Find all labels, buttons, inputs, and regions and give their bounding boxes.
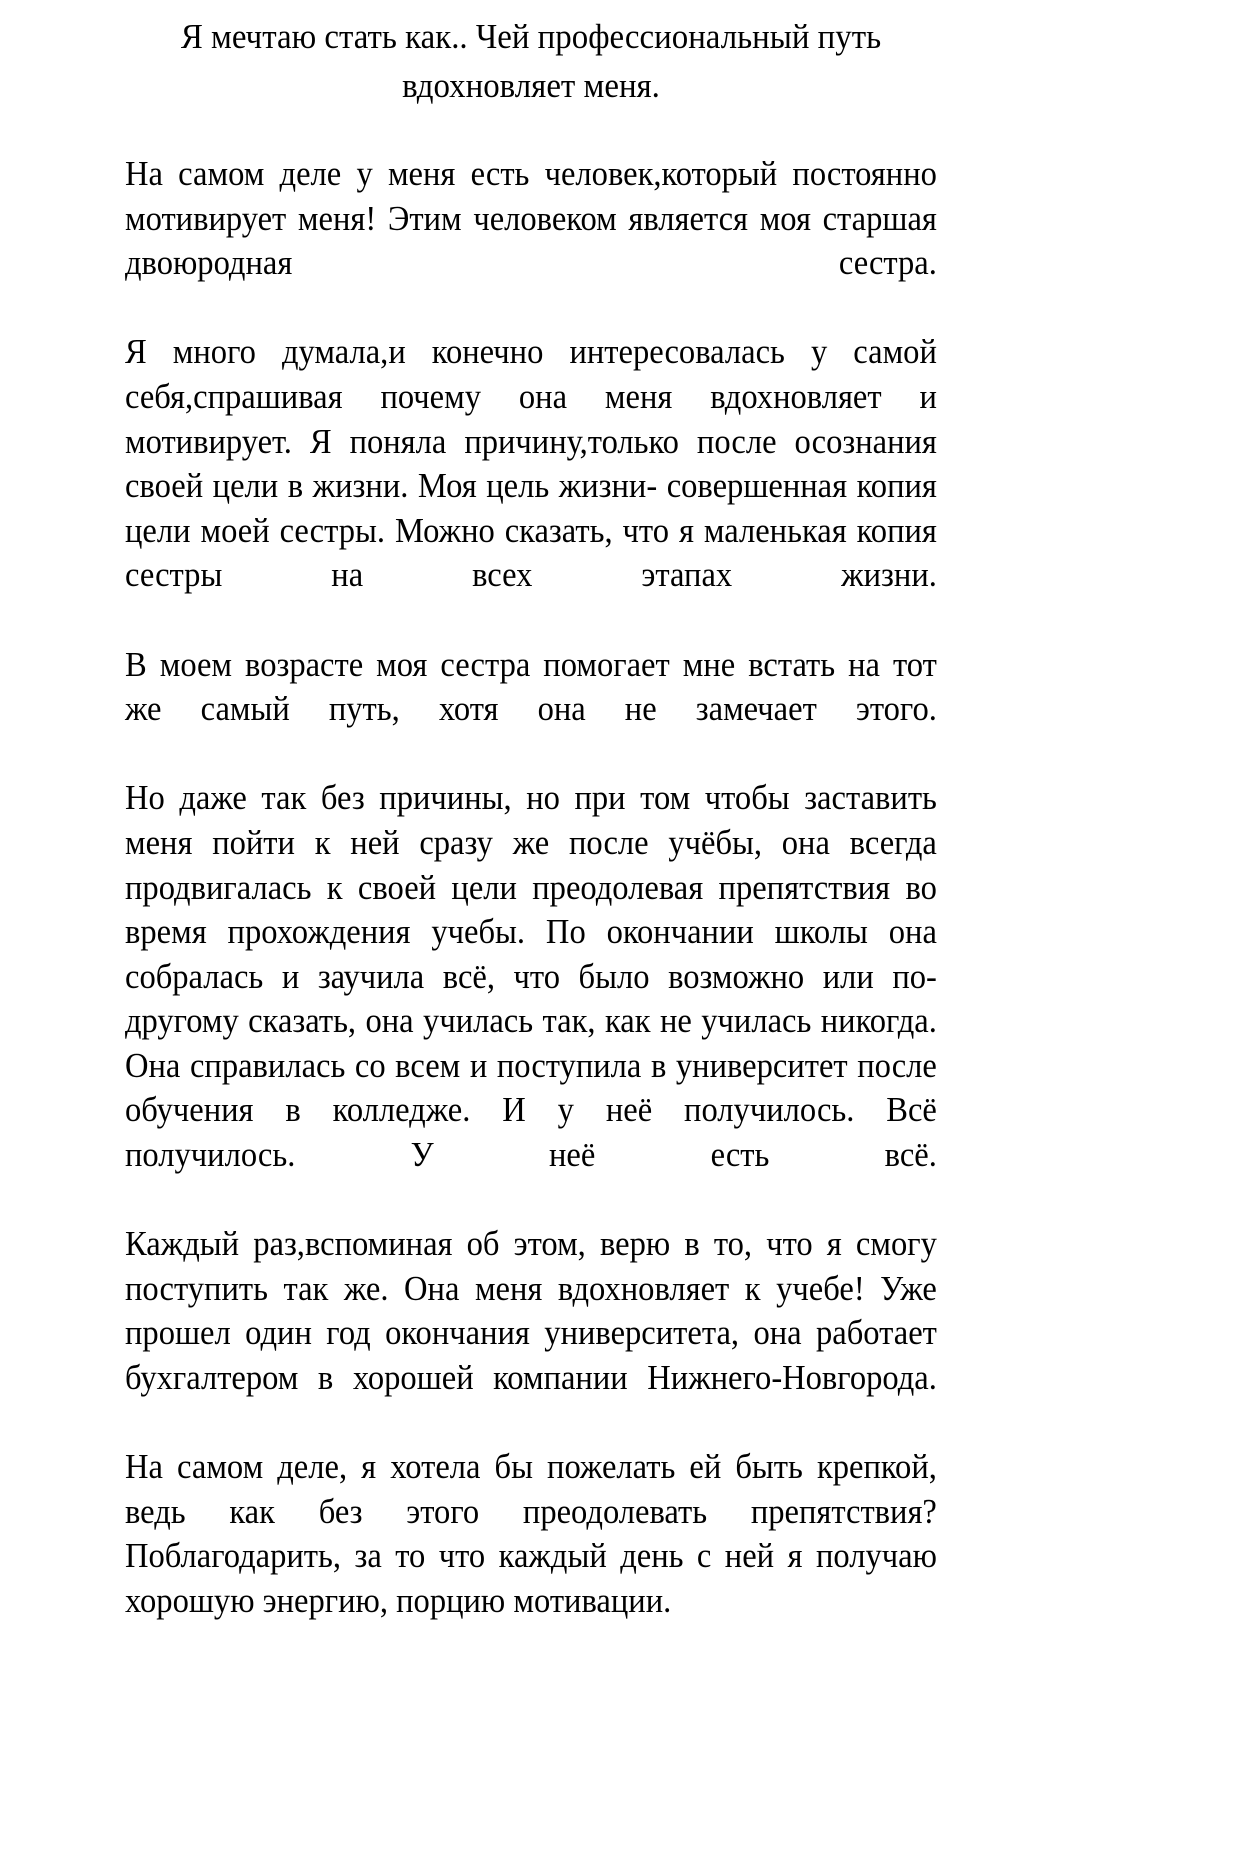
paragraph-4: Но даже так без причины, но при том чтобы заставить меня пойти к ней сразу же после учёбы, она всегда продвигалась к своей цели преодолевая препятствия во время прохождения учебы. По окончании школы она собралась и заучила всё, что было возможно или по-другому сказать, она училась так, как не училась никогда. Она справилась со всем и поступила в университет после обучения в колледже. И у неё получилось. Всё получилось. У неё есть всё. <box>125 778 937 1175</box>
paragraph-5: Каждый раз,вспоминая об этом, верю в то, что я смогу поступить так же. Она меня вдохновляет к учебе! Уже прошел один год окончания университета, она работает бухгалтером в хорошей компании Нижнего-Новгорода. <box>125 1224 937 1398</box>
paragraph-3: В моем возрасте моя сестра помогает мне встать на тот же самый путь, хотя она не замечает этого. <box>125 644 937 729</box>
document-body <box>125 0 937 1624</box>
paragraph-2: Я много думала,и конечно интересовалась у самой себя,спрашивая почему она меня вдохновляет и мотивирует. Я поняла причину,только после осознания своей цели в жизни. Моя цель жизни- совершенная копия цели моей сестры. Можно сказать, что я маленькая копия сестры на всех этапах жизни. <box>125 332 937 595</box>
paragraph-6: На самом деле, я хотела бы пожелать ей быть крепкой, ведь как без этого преодолевать препятствия? Поблагодарить, за то что каждый день с ней я получаю хорошую энергию, порцию мотивации. <box>125 1447 937 1620</box>
page-title: Я мечтаю стать как.. Чей профессиональный путь вдохновляет меня. <box>180 17 882 105</box>
document-text-block <box>125 152 937 1624</box>
paragraph-1: На самом деле у меня есть человек,который постоянно мотивирует меня! Этим человеком является моя старшая двоюродная сестра. <box>125 154 937 283</box>
